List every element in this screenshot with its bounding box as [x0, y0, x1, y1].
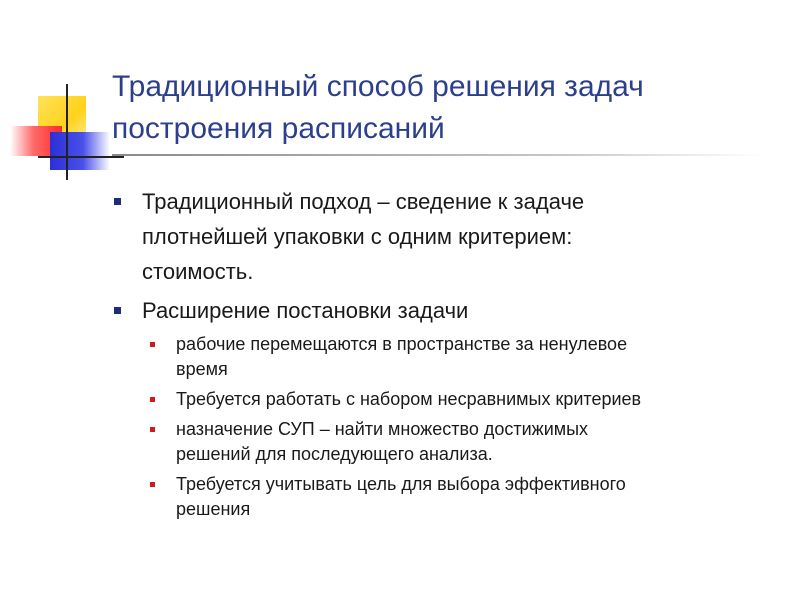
title-line-2: построения расписаний — [112, 112, 445, 145]
bullet-text-line: Расширение постановки задачи — [142, 298, 469, 323]
bullet-item-1 — [112, 184, 752, 289]
square-bullet-icon — [114, 198, 121, 205]
bullet-text-line: плотнейшей упаковки с одним критерием: — [142, 224, 573, 249]
sub-bullet-text-line: рабочие перемещаются в пространстве за ненулевое — [176, 334, 628, 354]
sub-bullet-text-line: решения — [176, 499, 251, 519]
title-divider — [112, 154, 762, 156]
bullet-text-line: стоимость. — [142, 259, 254, 284]
bullet-item-2 — [112, 293, 752, 328]
sub-bullet-list — [112, 332, 752, 522]
slide-title — [112, 66, 752, 150]
sub-bullet-text-line: решений для последующего анализа. — [176, 444, 493, 464]
red-square-bullet-icon — [150, 427, 155, 432]
title-line-1: Традиционный способ решения задач — [112, 70, 644, 103]
sub-bullet-text-line: назначение СУП – найти множество достижимых — [176, 419, 589, 439]
sub-bullet-text-line: время — [176, 359, 228, 379]
red-square-bullet-icon — [150, 397, 155, 402]
red-square-bullet-icon — [150, 342, 155, 347]
sub-bullet-item-1 — [112, 332, 752, 382]
sub-bullet-item-3 — [112, 417, 752, 467]
blue-square — [50, 132, 110, 170]
decorative-blocks-logo — [0, 0, 130, 190]
sub-bullet-text-line: Требуется учитывать цель для выбора эффективного — [176, 474, 626, 494]
sub-bullet-item-4 — [112, 472, 752, 522]
bullet-text-line: Традиционный подход – сведение к задаче — [142, 189, 585, 214]
sub-bullet-text-line: Требуется работать с набором несравнимых критериев — [176, 389, 642, 409]
vertical-line — [66, 84, 68, 180]
horizontal-line — [38, 156, 124, 158]
bullet-list — [112, 184, 752, 527]
red-square-bullet-icon — [150, 482, 155, 487]
square-bullet-icon — [114, 307, 121, 314]
sub-bullet-item-2 — [112, 387, 752, 412]
